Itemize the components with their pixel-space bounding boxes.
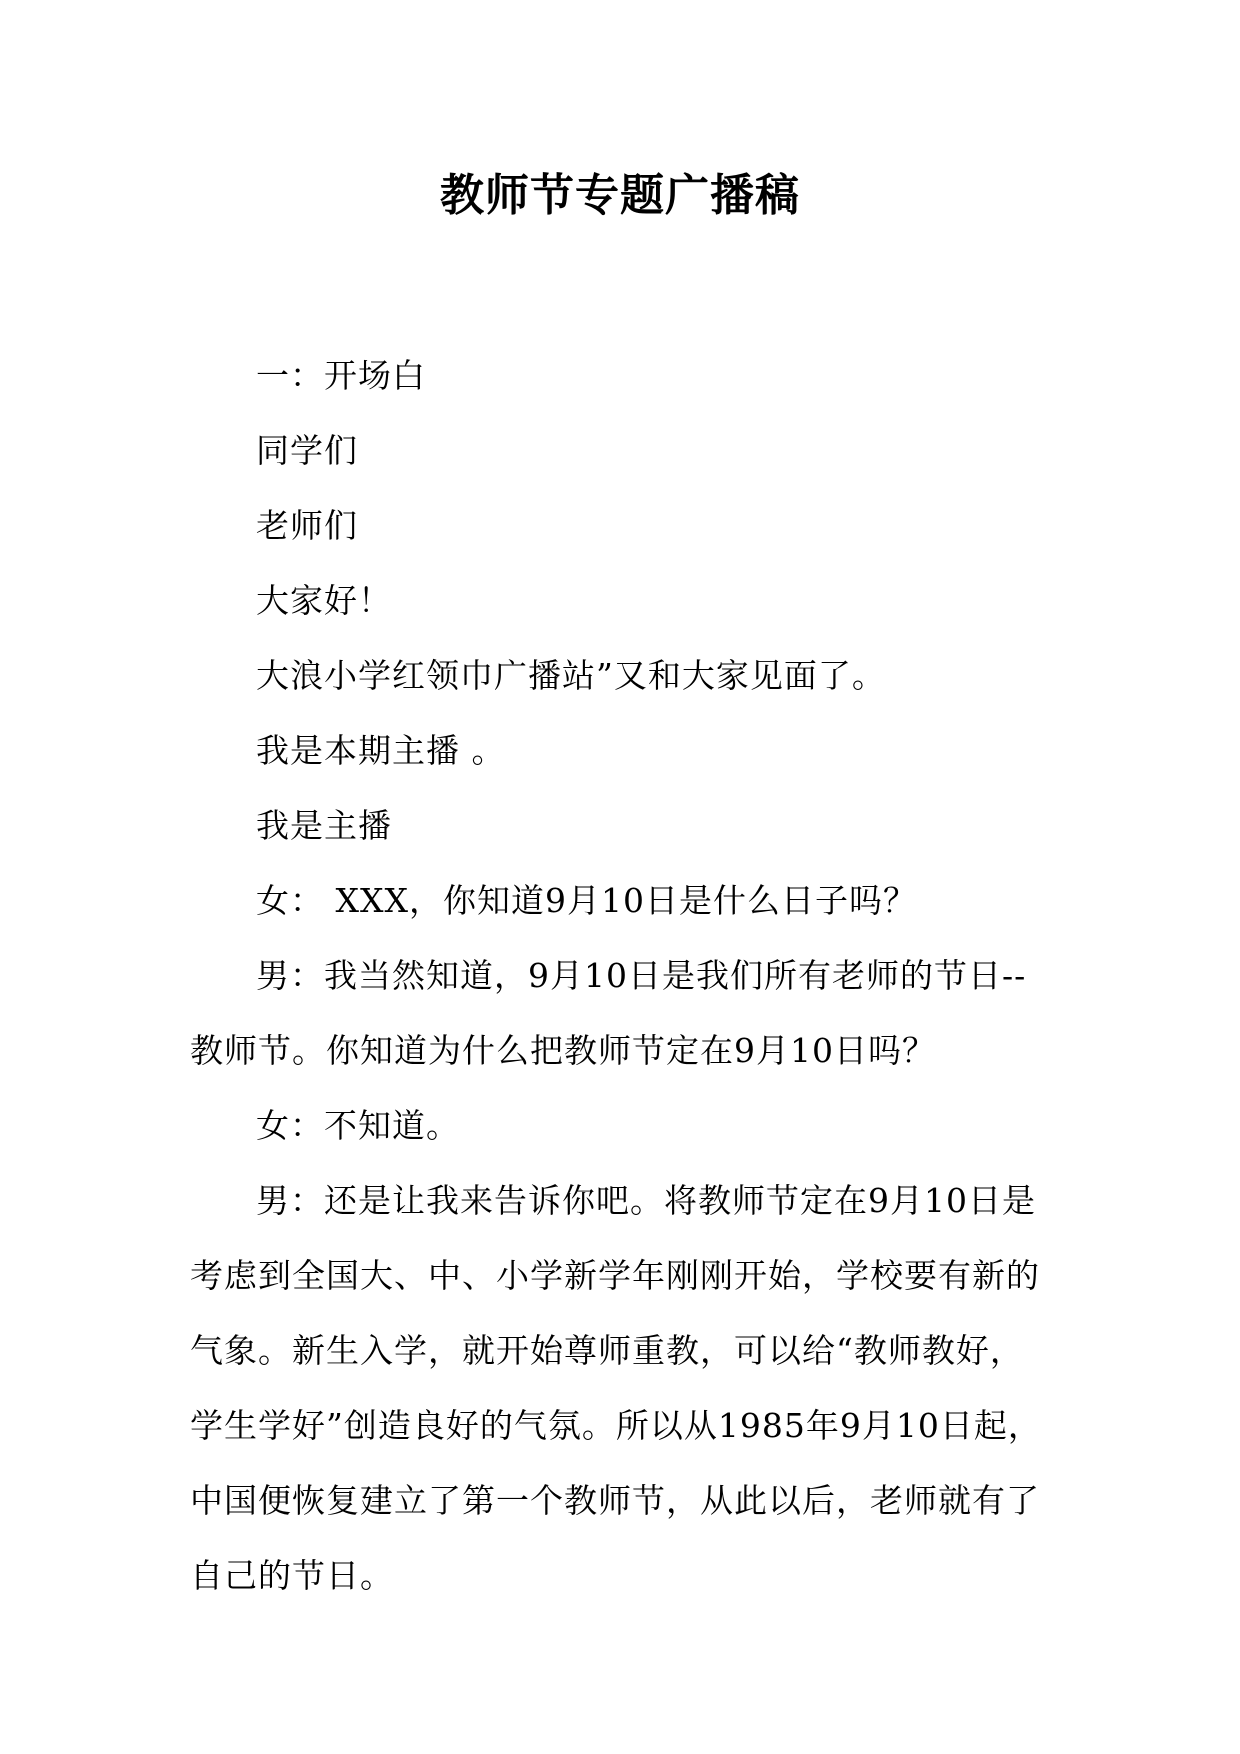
paragraph-host-1: 我是本期主播 。 xyxy=(256,731,506,770)
paragraph-dialogue-3: 女：不知道。 xyxy=(256,1106,460,1145)
paragraph-teachers: 老师们 xyxy=(256,506,358,545)
paragraph-station: 大浪小学红领巾广播站”又和大家见面了。 xyxy=(256,656,886,695)
paragraph-opening: 一：开场白 xyxy=(256,356,426,395)
document-body xyxy=(190,338,1052,1613)
paragraph-host-2: 我是主播 xyxy=(256,806,392,845)
paragraph-dialogue-4: 男：还是让我来告诉你吧。将教师节定在9月10日是考虑到全国大、中、小学新学年刚刚开始，学校要有新的气象。新生入学，就开始尊师重教，可以给“教师教好，学生学好”创造良好的气氛。所以从1985年9月10日起，中国便恢复建立了第一个教师节，从此以后，老师就有了自己的节日。 xyxy=(190,1181,1042,1595)
paragraph-dialogue-2: 男：我当然知道，9月10日是我们所有老师的节日--教师节。你知道为什么把教师节定在9月10日吗？ xyxy=(190,956,1027,1070)
paragraph-greeting: 大家好！ xyxy=(256,581,392,620)
paragraph-students: 同学们 xyxy=(256,431,358,470)
paragraph-dialogue-1: 女： XXX，你知道9月10日是什么日子吗？ xyxy=(256,881,917,920)
document-title: 教师节专题广播稿 xyxy=(440,170,800,221)
